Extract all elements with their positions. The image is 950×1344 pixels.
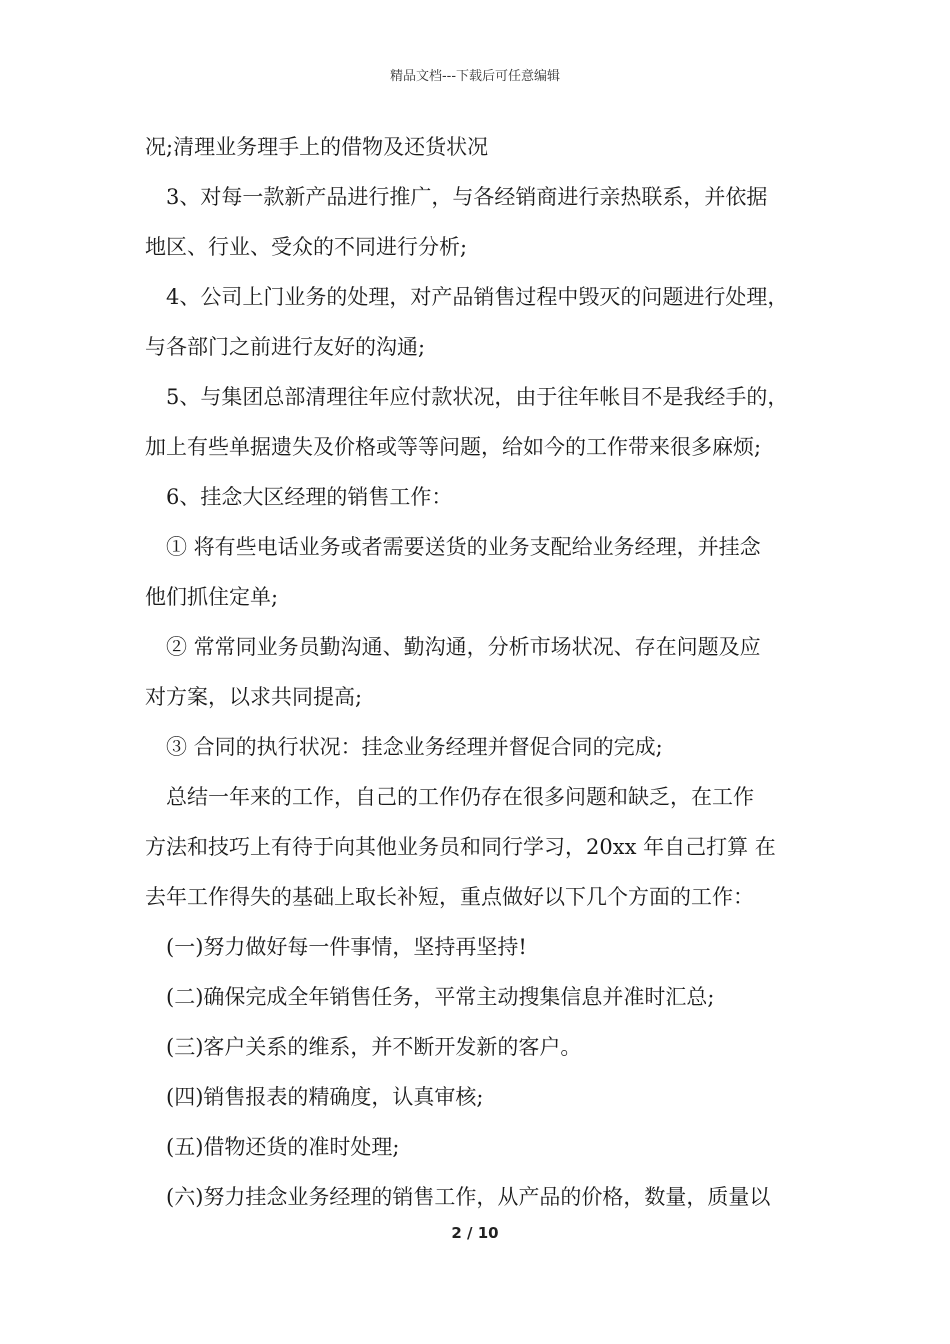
paragraph-line: (一)努力做好每一件事情，坚持再坚持! [166, 935, 527, 959]
paragraph-line: (六)努力挂念业务经理的销售工作，从产品的价格，数量，质量以 [166, 1185, 771, 1209]
paragraph-line: 4、公司上门业务的处理，对产品销售过程中毁灭的问题进行处理， [166, 285, 789, 309]
paragraph-line: 与各部门之前进行友好的沟通; [145, 335, 426, 359]
paragraph-line: 总结一年来的工作，自己的工作仍存在很多问题和缺乏，在工作 [166, 785, 754, 809]
paragraph-line: 加上有些单据遗失及价格或等等问题，给如今的工作带来很多麻烦; [145, 435, 762, 459]
page-header: 精品文档---下载后可任意编辑 [389, 69, 561, 84]
page-number: 2 / 10 [451, 1224, 499, 1242]
paragraph-line: ③ 合同的执行状况：挂念业务经理并督促合同的完成; [166, 735, 663, 759]
paragraph-line: ① 将有些电话业务或者需要送货的业务支配给业务经理，并挂念 [166, 535, 761, 559]
paragraph-line: 去年工作得失的基础上取长补短，重点做好以下几个方面的工作： [145, 885, 754, 909]
paragraph-line: 5、与集团总部清理往年应付款状况，由于往年帐目不是我经手的， [166, 385, 789, 409]
paragraph-line: (二)确保完成全年销售任务，平常主动搜集信息并准时汇总; [166, 985, 715, 1009]
paragraph-line: 对方案，以求共同提高; [145, 685, 363, 709]
paragraph-line: 6、挂念大区经理的销售工作： [166, 485, 453, 509]
paragraph-line: (四)销售报表的精确度，认真审核; [166, 1085, 484, 1109]
paragraph-line: ② 常常同业务员勤沟通、勤沟通，分析市场状况、存在问题及应 [166, 635, 761, 659]
paragraph-line: 地区、行业、受众的不同进行分析; [145, 235, 468, 259]
paragraph-line: 3、对每一款新产品进行推广，与各经销商进行亲热联系，并依据 [166, 185, 768, 209]
paragraph-line: (三)客户关系的维系，并不断开发新的客户。 [166, 1035, 582, 1059]
paragraph-line: (五)借物还货的准时处理; [166, 1135, 400, 1159]
paragraph-line: 况;清理业务理手上的借物及还货状况 [145, 135, 489, 159]
paragraph-line: 方法和技巧上有待于向其他业务员和同行学习，20xx 年自己打算 在 [145, 835, 776, 859]
paragraph-line: 他们抓住定单; [145, 585, 279, 609]
document-body [145, 128, 825, 1228]
